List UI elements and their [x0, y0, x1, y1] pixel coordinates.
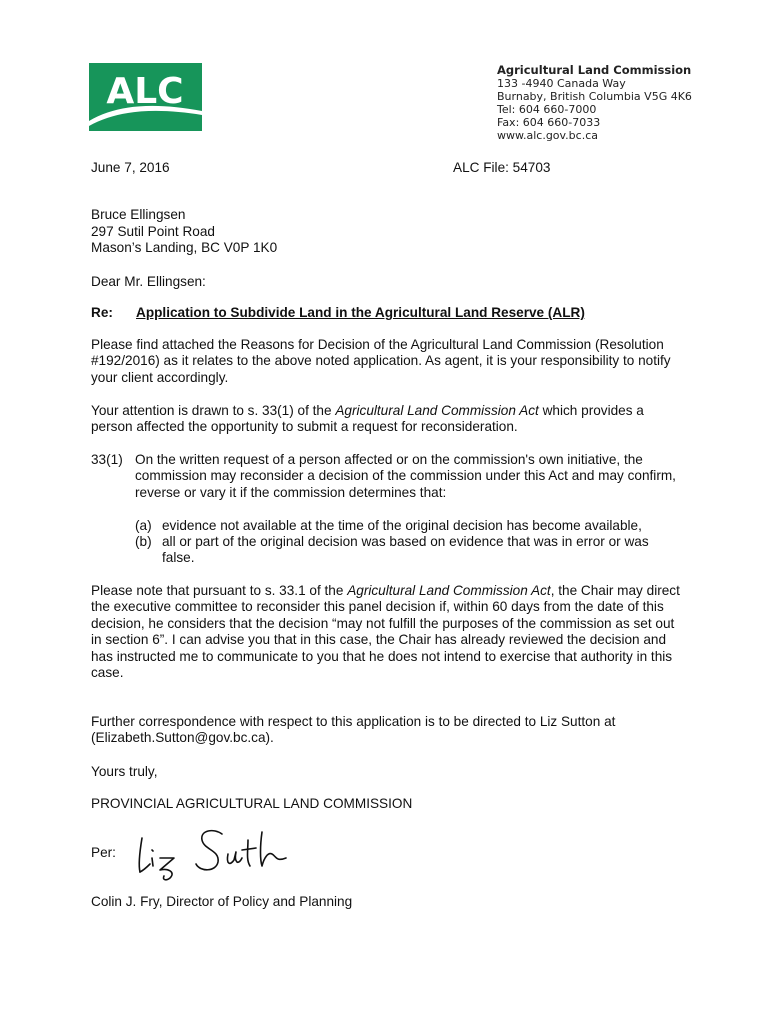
org-caps: PROVINCIAL AGRICULTURAL LAND COMMISSION — [91, 796, 413, 811]
alc-logo — [89, 63, 202, 131]
section-label: 33(1) — [91, 452, 123, 467]
signatory: Colin J. Fry, Director of Policy and Planning — [91, 894, 353, 909]
para2-text-post: which provides a person affected the opportunity to submit a request for reconsideration. — [91, 403, 644, 435]
tel-line: Tel: 604 660-7000 — [497, 103, 597, 116]
section-item-a — [135, 518, 681, 534]
paragraph-chair-review — [91, 583, 681, 681]
para3-text-pre: Please note that pursuant to s. 33.1 of the — [91, 583, 348, 598]
web-link[interactable]: www.alc.gov.bc.ca — [497, 129, 598, 142]
salutation: Dear Mr. Ellingsen: — [91, 274, 206, 289]
section-33-1 — [91, 452, 681, 501]
fax-line: Fax: 604 660-7033 — [497, 116, 601, 129]
address-line1: 133 -4940 Canada Way — [497, 77, 626, 90]
section-item-b — [135, 534, 681, 567]
para2-text-pre: Your attention is drawn to s. 33(1) of the — [91, 403, 336, 418]
item-a-text: evidence not available at the time of the original decision has become available, — [162, 518, 642, 533]
recipient-city: Mason’s Landing, BC V0P 1K0 — [91, 240, 278, 255]
closing: Yours truly, — [91, 764, 158, 779]
para2-act-name: Agricultural Land Commission Act — [335, 403, 539, 418]
re-subject: Application to Subdivide Land in the Agricultural Land Reserve (ALR) — [136, 305, 585, 320]
paragraph-correspondence: Further correspondence with respect to this application is to be directed to Liz Sutton at (Elizabeth.Sutton@gov.bc.ca). — [91, 714, 616, 746]
recipient-street: 297 Sutil Point Road — [91, 223, 215, 239]
signature-image — [130, 820, 290, 882]
org-address-block — [497, 64, 692, 142]
address-line2: Burnaby, British Columbia V5G 4K6 — [497, 90, 692, 103]
per-label: Per: — [91, 845, 116, 860]
para3-text-post: , the Chair may direct the executive committee to reconsider this panel decision if, within 60 days from the date of this decision, he considers that the decision “may not fulfill the purposes of the commission as set out in section 6”. I can advise you that in this case, the Chair has already reviewed the decision and has instructed me to communicate to you that he does not intend to exercise that authority in this case. — [91, 583, 680, 681]
item-b-label: (b) — [135, 534, 152, 549]
org-name: Agricultural Land Commission — [497, 63, 692, 77]
paragraph-reconsideration — [91, 403, 681, 436]
file-reference: ALC File: 54703 — [453, 160, 551, 175]
re-label: Re: — [91, 305, 113, 320]
para3-act-name: Agricultural Land Commission Act — [347, 583, 551, 598]
recipient-name: Bruce Ellingsen — [91, 207, 186, 222]
item-b-text: all or part of the original decision was based on evidence that was in error or was false. — [162, 534, 649, 566]
paragraph-attachment: Please find attached the Reasons for Decision of the Agricultural Land Commission (Resolution #192/2016) as it relates to the above noted application. As agent, it is your responsibility to notify your client accordingly. — [91, 337, 671, 385]
section-text: On the written request of a person affected or on the commission's own initiative, the commission may reconsider a decision of the commission under this Act and may confirm, reverse or vary it if the commission determines that: — [135, 452, 676, 500]
recipient-address — [91, 207, 277, 257]
letter-date: June 7, 2016 — [91, 160, 170, 175]
logo-text: ALC — [106, 71, 184, 112]
item-a-label: (a) — [135, 518, 152, 533]
